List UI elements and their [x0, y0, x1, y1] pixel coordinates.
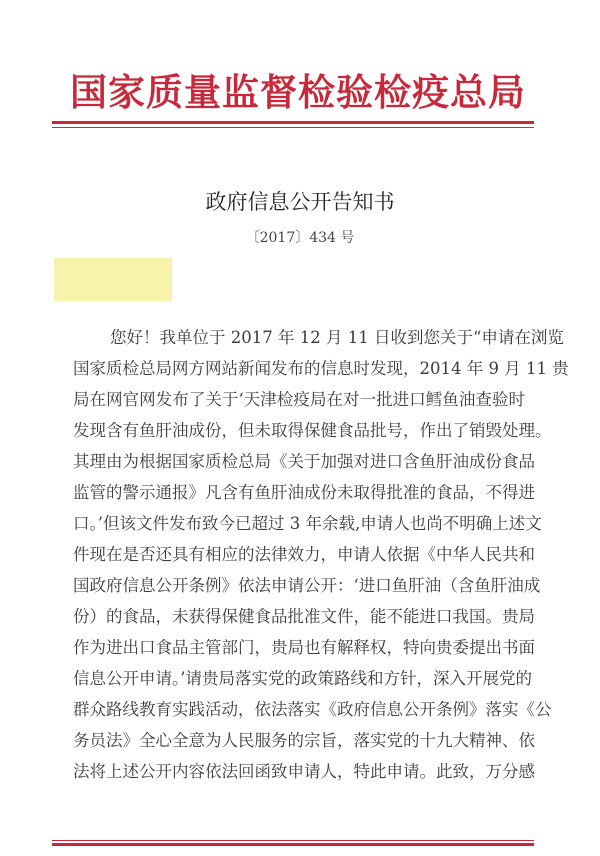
- body-line: 信息公开申请。’请贵局落实党的政策路线和方针，深入开展党的: [73, 669, 532, 688]
- letterhead-rule-thin: [52, 127, 534, 128]
- body-line: 局在网官网发布了关于‘天津检疫局在对一批进口鳕鱼油查验时: [73, 390, 525, 409]
- document-number: 〔2017〕434 号: [245, 230, 355, 246]
- letterhead-rule: [52, 121, 534, 124]
- document-body: [73, 322, 569, 787]
- body-line: 群众路线教育实践活动，依法落实《政府信息公开条例》落实《公: [73, 700, 552, 719]
- body-line: 国家质检总局网方网站新闻发布的信息时发现，2014 年 9 月 11 贵: [73, 359, 569, 378]
- body-line: 件现在是否还具有相应的法律效力，申请人依据《中华人民共和: [73, 545, 535, 564]
- body-line: 国政府信息公开条例》依法申请公开：‘进口鱼肝油（含鱼肝油成: [73, 576, 541, 595]
- footer-rule-thin: [52, 840, 534, 841]
- body-line: 其理由为根据国家质检总局《关于加强对进口含鱼肝油成份食品: [73, 452, 535, 471]
- body-line: 监管的警示通报》凡含有鱼肝油成份未取得批准的食品，不得进: [73, 483, 535, 502]
- body-line: 您好！我单位于 2017 年 12 月 11 日收到您关于“申请在浏览: [110, 328, 564, 347]
- body-line: 口。’但该文件发布致今已超过 3 年余载,申请人也尚不明确上述文: [73, 514, 542, 533]
- body-line: 份）的食品，未获得保健食品批准文件，能不能进口我国。贵局: [73, 607, 535, 626]
- body-line: 法将上述公开内容依法回函致申请人，特此申请。此致，万分感: [73, 762, 535, 781]
- body-line: 作为进出口食品主管部门，贵局也有解释权，特向贵委提出书面: [73, 638, 535, 657]
- redacted-recipient: [54, 258, 172, 301]
- footer-rule: [52, 843, 534, 846]
- body-line: 务员法》全心全意为人民服务的宗旨，落实党的十九大精神、依: [73, 731, 535, 750]
- document-title: 政府信息公开告知书: [205, 190, 395, 214]
- body-line: 发现含有鱼肝油成份，但未取得保健食品批号，作出了销毁处理。: [73, 421, 552, 440]
- letterhead-organization: 国家质量监督检验检疫总局: [70, 70, 526, 114]
